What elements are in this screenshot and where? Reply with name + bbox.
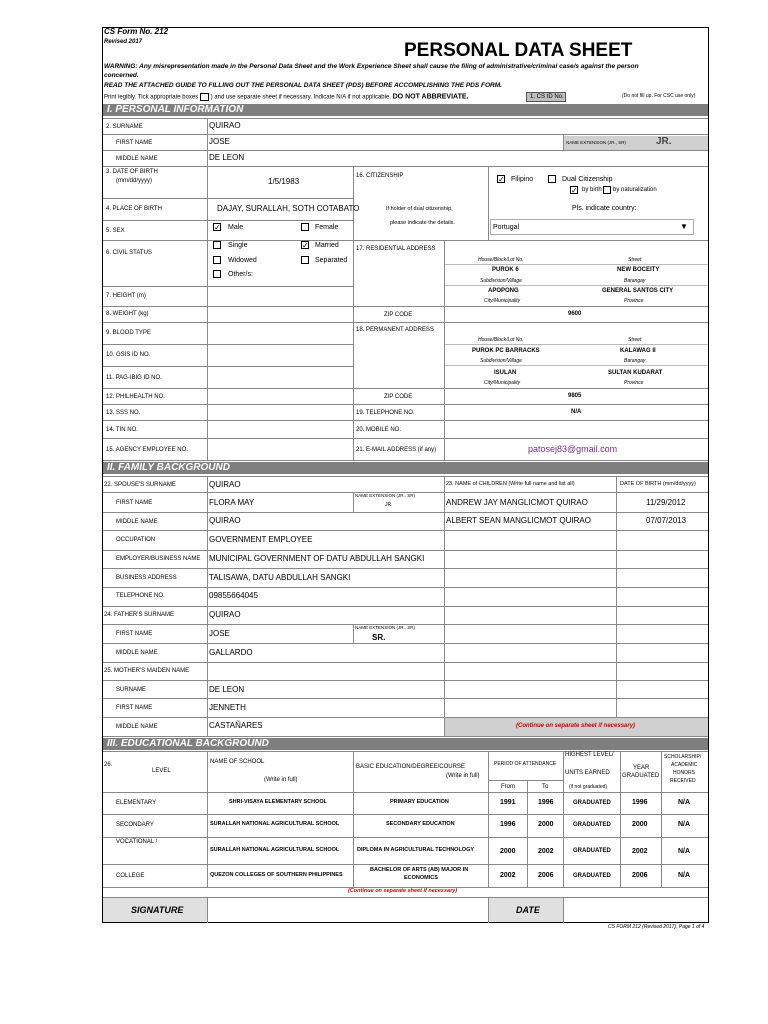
edu-course-secondary[interactable]: SECONDARY EDUCATION: [386, 821, 455, 827]
mother-surname-value[interactable]: DE LEON: [209, 685, 245, 694]
children-dob-header: DATE OF BIRTH (mm/dd/yyyy): [620, 481, 696, 487]
edu-school-college[interactable]: QUEZON COLLEGES OF SOUTHERN PHILIPPINES: [210, 872, 343, 878]
edu-highest-header-1: HIGHEST LEVEL/: [565, 752, 614, 758]
edu-level-header: LEVEL: [152, 768, 171, 774]
section-family-background: II. FAMILY BACKGROUND: [103, 462, 708, 474]
spouse-surname-label: 22. SPOUSE'S SURNAME: [104, 482, 176, 488]
widowed-label: Widowed: [228, 257, 257, 264]
res-zip-label: ZIP CODE: [384, 312, 413, 318]
by-birth-label: by birth: [582, 187, 602, 193]
edu-no-label: 26.: [104, 762, 113, 768]
name-ext-value[interactable]: JR.: [656, 136, 672, 147]
civil-status-label: 6. CIVIL STATUS: [106, 250, 152, 256]
edu-school-vocational[interactable]: SURALLAH NATIONAL AGRICULTURAL SCHOOL: [210, 847, 340, 853]
occupation-value[interactable]: GOVERNMENT EMPLOYEE: [209, 535, 313, 544]
print-instructions: Print legibly. Tick appropriate boxes ) and use separate sheet if necessary. Indicate N/A if not applicable. DO NOT ABBREVIATE.: [104, 93, 469, 101]
by-naturalization-checkbox[interactable]: [603, 186, 611, 194]
children-header: 23. NAME of CHILDREN (Write full name and list all): [446, 481, 575, 487]
telephone-label: 19. TELEPHONE NO.: [356, 410, 415, 416]
edu-year-vocational[interactable]: 2002: [632, 848, 648, 855]
pob-value[interactable]: DAJAY, SURALLAH, SOTH COTABATO: [217, 204, 360, 213]
dual-citizenship-label: Dual Citizenship: [562, 176, 613, 183]
single-checkbox[interactable]: [213, 241, 221, 249]
gsis-label: 10. GSIS ID NO.: [106, 352, 151, 358]
spouse-ext-value[interactable]: JR.: [385, 502, 393, 508]
perm-province-label: Province: [624, 380, 644, 386]
edu-year-header-2: GRADUATED: [622, 773, 660, 779]
edu-honors-vocational[interactable]: N/A: [678, 848, 691, 855]
pagibig-label: 11. PAG-IBIG ID NO.: [106, 375, 162, 381]
edu-from-elementary[interactable]: 1991: [500, 799, 516, 806]
edu-honors-header-3: HONORS: [673, 770, 695, 776]
by-naturalization-label: by naturalization: [613, 187, 657, 193]
edu-honors-header-2: ACADEMIC: [671, 762, 698, 768]
father-first-value[interactable]: JOSE: [209, 629, 230, 638]
surname-label: 2. SURNAME: [106, 124, 143, 130]
telephone-value[interactable]: N/A: [571, 409, 582, 415]
section-personal-information: I. PERSONAL INFORMATION: [103, 104, 708, 116]
father-ext-value[interactable]: SR.: [372, 633, 386, 642]
form-revised: Revised 2017: [104, 39, 143, 45]
signature-label: SIGNATURE: [131, 905, 184, 915]
male-label: Male: [228, 224, 244, 231]
res-street-label: Street: [628, 257, 642, 263]
child-name-1[interactable]: ANDREW JAY MANGLICMOT QUIRAO: [446, 498, 588, 507]
dob-format-label: (mm/dd/yyyy): [116, 178, 152, 184]
res-province-value[interactable]: GENERAL SANTOS CITY: [602, 288, 674, 294]
pob-label: 4. PLACE OF BIRTH: [106, 206, 162, 212]
warning-text: WARNING: Any misrepresentation made in the Personal Data Sheet and the Work Experience Sheet shall cause the filing of administrative/criminal case/s against the person: [104, 63, 639, 70]
sss-label: 13. SSS NO.: [106, 410, 141, 416]
perm-street-label: Street: [628, 337, 642, 343]
edu-to-college[interactable]: 2006: [538, 872, 554, 879]
date-label: DATE: [516, 905, 540, 915]
edu-units-secondary[interactable]: GRADUATED: [573, 822, 611, 828]
father-middle-value[interactable]: GALLARDO: [209, 648, 253, 657]
spouse-first-label: FIRST NAME: [116, 500, 153, 506]
edu-year-elementary[interactable]: 1996: [632, 799, 648, 806]
chevron-down-icon[interactable]: ▼: [680, 222, 688, 231]
edu-from-vocational[interactable]: 2000: [500, 848, 516, 855]
father-first-label: FIRST NAME: [116, 631, 153, 637]
res-city-value[interactable]: APOPONG: [488, 288, 519, 294]
spouse-surname-value[interactable]: QUIRAO: [209, 480, 241, 489]
edu-highest-header-3: (if not graduated): [569, 784, 608, 790]
first-name-label: FIRST NAME: [116, 140, 153, 146]
edu-from-college[interactable]: 2002: [500, 872, 516, 879]
height-label: 7. HEIGHT (m): [106, 293, 146, 299]
edu-school-sub: (Write in full): [264, 777, 298, 783]
others-label: Other/s:: [228, 271, 253, 278]
female-label: Female: [315, 224, 339, 231]
occupation-label: OCCUPATION: [116, 537, 156, 543]
csid-label: 1. CS ID No.: [530, 94, 564, 100]
female-checkbox[interactable]: [301, 223, 309, 231]
csc-note: (Do not fill up. For CSC use only): [622, 93, 696, 99]
edu-level-college: COLLEGE: [116, 873, 145, 879]
spouse-middle-label: MIDDLE NAME: [116, 519, 158, 525]
section-educational-background: III. EDUCATIONAL BACKGROUND: [103, 738, 708, 750]
agency-no-label: 15. AGENCY EMPLOYEE NO.: [106, 447, 188, 453]
father-surname-value[interactable]: QUIRAO: [209, 610, 241, 619]
edu-continue-note: (Continue on separate sheet if necessary): [348, 888, 458, 894]
res-zip-value[interactable]: 9600: [568, 311, 582, 317]
mother-first-value[interactable]: JENNETH: [209, 703, 246, 712]
permanent-address-label: 18. PERMANENT ADDRESS: [356, 327, 434, 333]
edu-course-sub: (Write in full): [446, 773, 480, 779]
edu-units-elementary[interactable]: GRADUATED: [573, 800, 611, 806]
father-middle-label: MIDDLE NAME: [116, 650, 158, 656]
edu-from-header: From: [501, 784, 515, 790]
perm-zip-label: ZIP CODE: [384, 394, 413, 400]
edu-from-secondary[interactable]: 1996: [500, 821, 516, 828]
edu-units-vocational[interactable]: GRADUATED: [573, 848, 611, 854]
middle-name-label: MIDDLE NAME: [116, 156, 158, 162]
perm-city-value[interactable]: ISULAN: [494, 370, 517, 376]
dob-label: 3. DATE OF BIRTH: [106, 169, 158, 175]
blood-type-label: 9. BLOOD TYPE: [106, 330, 151, 336]
perm-zip-value[interactable]: 9805: [568, 393, 582, 399]
child-dob-1[interactable]: 11/29/2012: [646, 498, 686, 507]
philhealth-label: 12. PHILHEALTH NO.: [106, 394, 165, 400]
surname-value[interactable]: QUIRAO: [209, 121, 241, 130]
edu-honors-college[interactable]: N/A: [678, 872, 691, 879]
edu-units-college[interactable]: GRADUATED: [573, 873, 611, 879]
edu-school-secondary[interactable]: SURALLAH NATIONAL AGRICULTURAL SCHOOL: [210, 821, 340, 827]
married-label: Married: [315, 242, 339, 249]
edu-school-elementary[interactable]: SHRI-VISAYA ELEMENTARY SCHOOL: [229, 799, 327, 805]
edu-highest-header-2: UNITS EARNED: [565, 770, 610, 776]
email-value[interactable]: patosej83@gmail.com: [528, 444, 618, 454]
others-checkbox[interactable]: [213, 270, 221, 278]
perm-barangay-value[interactable]: KALAWAG II: [620, 348, 656, 354]
single-label: Single: [228, 242, 248, 249]
residential-address-label: 17. RESIDENTIAL ADDRESS: [356, 246, 436, 252]
mother-middle-value[interactable]: CASTAÑARES: [209, 721, 263, 730]
edu-honors-header-4: RECEIVED: [670, 778, 696, 784]
filipino-label: Filipino: [511, 176, 534, 183]
edu-honors-header-1: SCHOLARSHIP/: [664, 754, 702, 760]
form-reference: CS FORM 212 (Revised 2017), Page 1 of 4: [608, 924, 705, 930]
edu-course-vocational[interactable]: DIPLOMA IN AGRICULTURAL TECHNOLOGY: [357, 847, 475, 853]
edu-level-vocational: VOCATIONAL /: [116, 839, 158, 845]
father-surname-label: 24. FATHER'S SURNAME: [104, 612, 175, 618]
by-birth-checkbox[interactable]: ✓: [571, 186, 578, 195]
children-continue-note: (Continue on separate sheet if necessary): [516, 723, 636, 729]
dual-citizenship-checkbox[interactable]: [548, 175, 556, 183]
dob-value[interactable]: 1/5/1983: [268, 177, 300, 186]
separated-label: Separated: [315, 257, 348, 264]
employer-label: EMPLOYER/BUSINESS NAME: [116, 556, 201, 562]
form-number: CS Form No. 212: [104, 27, 169, 36]
spouse-ext-label: NAME EXTENSION (JR., SR): [355, 493, 416, 498]
mother-middle-label: MIDDLE NAME: [116, 724, 158, 730]
male-checkbox[interactable]: ✓: [214, 223, 221, 232]
edu-honors-secondary[interactable]: N/A: [678, 821, 691, 828]
employer-value[interactable]: MUNICIPAL GOVERNMENT OF DATU ABDULLAH SANGKI: [209, 554, 425, 563]
warning-text-2: concerned.: [104, 72, 139, 79]
mobile-label: 20. MOBILE NO.: [356, 427, 402, 433]
tin-label: 14. TIN NO.: [106, 427, 138, 433]
edu-year-header-1: YEAR: [633, 765, 650, 771]
edu-course-college-2[interactable]: ECONOMICS: [404, 875, 438, 881]
signature-field[interactable]: [208, 898, 488, 922]
res-barangay-value[interactable]: NEW BOCEITY: [617, 267, 660, 273]
widowed-checkbox[interactable]: [213, 256, 221, 264]
mother-first-label: FIRST NAME: [116, 705, 153, 711]
separated-checkbox[interactable]: [301, 256, 309, 264]
perm-subdivision-label: Subdivision/Village: [480, 358, 522, 364]
name-ext-label: NAME EXTENSION (JR., SR): [566, 140, 627, 145]
edu-level-secondary: SECONDARY: [116, 822, 154, 828]
edu-honors-elementary[interactable]: N/A: [678, 799, 691, 806]
first-name-value[interactable]: JOSE: [209, 137, 230, 146]
perm-city-label: City/Municipality: [484, 380, 521, 386]
res-house-label: House/Block/Lot No.: [478, 257, 524, 263]
mother-surname-label: SURNAME: [116, 687, 147, 693]
edu-course-elementary[interactable]: PRIMARY EDUCATION: [390, 799, 449, 805]
edu-to-secondary[interactable]: 2000: [538, 821, 554, 828]
spouse-first-value[interactable]: FLORA MAY: [209, 498, 255, 507]
page-title: PERSONAL DATA SHEET: [404, 40, 633, 61]
business-address-label: BUSINESS ADDRESS: [116, 575, 177, 581]
married-checkbox[interactable]: ✓: [302, 241, 309, 250]
res-city-label: City/Municipality: [484, 298, 521, 304]
res-barangay-label: Barangay: [624, 278, 646, 284]
edu-to-header: To: [542, 784, 549, 790]
res-subdivision-label: Subdivision/Village: [480, 278, 522, 284]
edu-school-header: NAME OF SCHOOL: [210, 759, 265, 765]
edu-year-secondary[interactable]: 2000: [632, 821, 648, 828]
dual-note-1: If holder of dual citizenship,: [386, 206, 453, 212]
email-label: 21. E-MAIL ADDRESS (if any): [356, 447, 437, 453]
citizenship-label: 16. CITIZENSHIP: [356, 173, 404, 179]
weight-label: 8. WEIGHT (kg): [106, 311, 149, 317]
res-subdivision-value[interactable]: PUROK 6: [492, 267, 519, 273]
edu-course-college[interactable]: BACHELOR OF ARTS (AB) MAJOR IN: [370, 867, 469, 873]
guide-text: READ THE ATTACHED GUIDE TO FILLING OUT THE PERSONAL DATA SHEET (PDS) BEFORE ACCOMPLISHING THE PDS FORM.: [104, 82, 502, 89]
edu-period-header: PERIOD OF ATTENDANCE: [494, 761, 557, 767]
business-address-value[interactable]: TALISAWA, DATU ABDULLAH SANGKI: [209, 573, 351, 582]
perm-subdivision-value[interactable]: PUROK PC BARRACKS: [472, 348, 540, 354]
father-ext-label: NAME EXTENSION (JR., SR): [355, 625, 416, 630]
spouse-telephone-label: TELEPHONE NO.: [116, 593, 165, 599]
date-field[interactable]: [564, 898, 708, 922]
perm-house-label: House/Block/Lot No.: [478, 337, 524, 343]
dual-note-2: please indicate the details.: [390, 220, 455, 226]
country-value: Portugal: [493, 224, 520, 231]
edu-course-header: BASIC EDUCATION/DEGREE/COURSE: [356, 764, 465, 770]
sex-label: 5. SEX: [106, 228, 125, 234]
edu-to-vocational[interactable]: 2002: [538, 848, 554, 855]
child-name-2[interactable]: ALBERT SEAN MANGLICMOT QUIRAO: [446, 516, 591, 525]
filipino-checkbox[interactable]: ✓: [498, 175, 505, 184]
sample-tick-box: [200, 93, 209, 101]
spouse-middle-value[interactable]: QUIRAO: [209, 516, 241, 525]
perm-barangay-label: Barangay: [624, 358, 646, 364]
form-frame: [102, 27, 709, 923]
indicate-country-label: Pls. indicate country:: [572, 205, 637, 212]
edu-to-elementary[interactable]: 1996: [538, 799, 554, 806]
edu-level-elementary: ELEMENTARY: [116, 800, 157, 806]
country-select[interactable]: [490, 219, 694, 235]
spouse-telephone-value[interactable]: 09855664045: [209, 591, 258, 600]
edu-year-college[interactable]: 2006: [632, 872, 648, 879]
res-province-label: Province: [624, 298, 644, 304]
child-dob-2[interactable]: 07/07/2013: [646, 516, 687, 525]
middle-name-value[interactable]: DE LEON: [209, 153, 245, 162]
mother-maiden-label: 25. MOTHER'S MAIDEN NAME: [104, 668, 190, 674]
perm-province-value[interactable]: SULTAN KUDARAT: [608, 370, 663, 376]
